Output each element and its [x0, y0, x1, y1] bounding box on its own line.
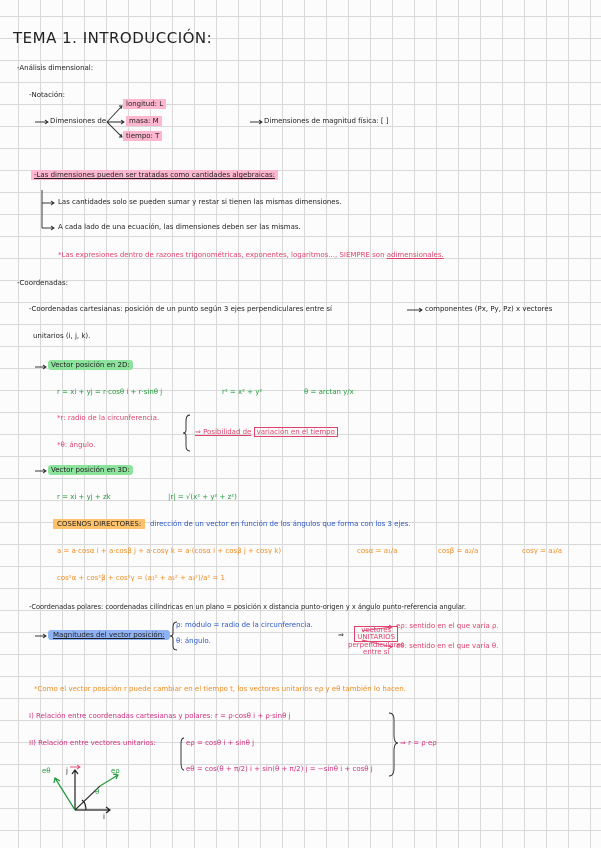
vector-3d-heading: Vector posición en 3D:	[48, 465, 133, 475]
relacion-2-eq2: eθ = cos(θ + π/2) i + sin(θ + π/2) j = −sinθ i + cosθ j	[186, 765, 373, 773]
longitud-label: longitud: L	[123, 99, 166, 109]
polares-definition: -Coordenadas polares: coordenadas cilíndricas en un plano = posición x distancia punto-origen y x ángulo punto-referencia angular.	[29, 603, 467, 611]
eq-2d-angle: θ = arctan y/x	[304, 388, 354, 396]
cosenos-sum-eq: cos²α + cos²β + cos²γ = (a₁² + a₂² + a₃²)/a² = 1	[57, 574, 225, 582]
implies-symbol: ⇒	[338, 631, 344, 639]
eq-2d-vector: r = xi + yj = r·cosθ i + r·sinθ j	[57, 388, 163, 396]
posicion-result: ⇒ r = ρ·eρ	[400, 739, 437, 747]
adimensional-note: *Las expresiones dentro de razones trigonométricas, exponentes, logaritmos..., SIEMPRE son adimensionales.	[58, 251, 444, 259]
section-analisis-heading: -Análisis dimensional:	[17, 64, 94, 72]
eq-3d-modulus: |r| = √(x² + y² + z²)	[168, 493, 237, 501]
e-rho-note: eρ: sentido en el que varía ρ.	[396, 622, 499, 630]
diagram-j-label: j	[66, 767, 68, 775]
theta-angulo-polar-note: θ: ángulo.	[176, 637, 211, 645]
cartesianas-line1: -Coordenadas cartesianas: posición de un punto según 3 ejes perpendiculares entre sí	[29, 305, 332, 313]
cos-alpha: cosα = a₁/a	[357, 547, 398, 555]
eq-3d-vector: r = xi + yj + zk	[57, 493, 111, 501]
relacion-2-label: II) Relación entre vectores unitarios:	[29, 739, 156, 747]
vectores-unitarios-box: vectores UNITARIOS perpendiculares entre sí	[348, 626, 405, 656]
cosenos-directores-text: dirección de un vector en función de los ángulos que forma con los 3 ejes.	[150, 520, 411, 528]
masa-label: masa: M	[126, 116, 162, 126]
diagram-i-label: i	[103, 813, 105, 821]
dim-magnitud-text: Dimensiones de magnitud física: [ ]	[264, 117, 389, 125]
algebraicas-heading: -Las dimensiones pueden ser tratadas como cantidades algebraicas:	[31, 170, 278, 180]
e-theta-note: eθ: sentido en el que varía θ.	[396, 642, 499, 650]
theta-angulo-note: *θ: ángulo.	[57, 441, 96, 449]
cos-beta: cosβ = a₂/a	[438, 547, 479, 555]
notacion-heading: -Notación:	[29, 91, 65, 99]
cosenos-vector-eq: a = a·cosα i + a·cosβ j + a·cosγ k = a·(cosα i + cosβ j + cosγ k)	[57, 547, 282, 555]
page-title: TEMA 1. INTRODUCCIÓN:	[13, 29, 213, 47]
cartesianas-line3: unitarios (i, j, k).	[33, 332, 91, 340]
cambio-tiempo-note: *Como el vector posición r puede cambiar en el tiempo t, los vectores unitarios eρ y eθ también lo hacen.	[34, 685, 406, 693]
diagram-theta-label: θ	[95, 788, 100, 796]
diagram-e-rho-label: eρ	[111, 767, 120, 775]
variacion-tiempo: ⇒ Posibilidad de variación en el tiempo	[195, 429, 338, 437]
ecuacion-rule: A cada lado de una ecuación, las dimensiones deben ser las mismas.	[58, 223, 301, 231]
relacion-2-eq1: eρ = cosθ i + sinθ j	[186, 739, 255, 747]
cosenos-directores-label: COSENOS DIRECTORES:	[53, 519, 145, 529]
dimensiones-label: Dimensiones de	[50, 117, 107, 125]
cartesianas-line2: componentes (Px, Py, Pz) x vectores	[425, 305, 553, 313]
eq-2d-modulus: r² = x² + y²	[222, 388, 263, 396]
sumar-rule: Las cantidades solo se pueden sumar y restar si tienen las mismas dimensiones.	[58, 198, 342, 206]
r-radio-note: *r: radio de la circunferencia.	[57, 414, 160, 422]
relacion-1: I) Relación entre coordenadas cartesianas y polares: r = ρ·cosθ i + ρ·sinθ j	[29, 712, 291, 720]
vector-2d-heading: Vector posición en 2D:	[48, 360, 133, 370]
diagram-e-theta-label: eθ	[42, 767, 51, 775]
tiempo-label: tiempo: T	[123, 131, 162, 141]
rho-modulo-note: ρ: módulo = radio de la circunferencia.	[176, 621, 313, 629]
section-coordenadas-heading: -Coordenadas:	[17, 279, 68, 287]
cos-gamma: cosγ = a₃/a	[522, 547, 562, 555]
magnitudes-heading: Magnitudes del vector posición:	[48, 630, 170, 640]
